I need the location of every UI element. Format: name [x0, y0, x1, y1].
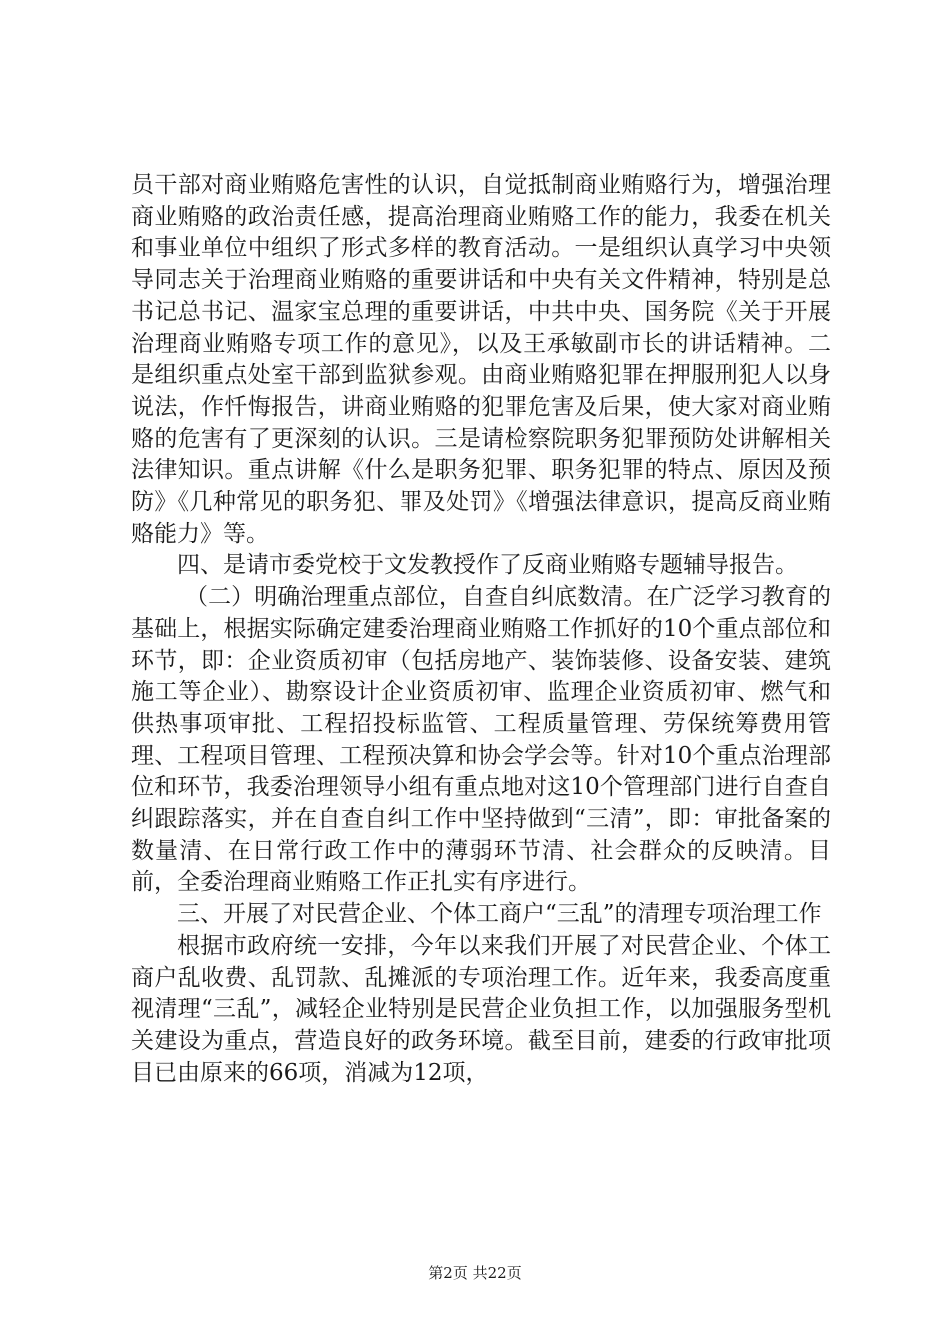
page-footer: 第2页 共22页 [428, 1264, 522, 1282]
document-body [131, 170, 831, 1089]
paragraph-education-activities: 员干部对商业贿赂危害性的认识，自觉抵制商业贿赂行为，增强治理商业贿赂的政治责任感，提高治理商业贿赂工作的能力，我委在机关和事业单位中组织了形式多样的教育活动。一是组织认真学习中央领导同志关于治理商业贿赂的重要讲话和中央有关文件精神，特别是总书记总书记、温家宝总理的重要讲话，中共中央、国务院《关于开展治理商业贿赂专项工作的意见》，以及王承敏副市长的讲话精神。二是组织重点处室干部到监狱参观。由商业贿赂犯罪在押服刑犯人以身说法，作忏悔报告，讲商业贿赂的犯罪危害及后果，使大家对商业贿赂的危害有了更深刻的认识。三是请检察院职务犯罪预防处讲解相关法律知识。重点讲解《什么是职务犯罪、职务犯罪的特点、原因及预防》《几种常见的职务犯、罪及处罚》《增强法律意识，提高反商业贿赂能力》等。 [131, 172, 831, 547]
paragraph-special-governance: 根据市政府统一安排，今年以来我们开展了对民营企业、个体工商户乱收费、乱罚款、乱摊派的专项治理工作。近年来，我委高度重视清理“三乱”，减轻企业特别是民营企业负担工作，以加强服务型机关建设为重点，营造良好的政务环境。截至目前，建委的行政审批项目已由原来的66项，消减为12项， [131, 932, 831, 1086]
paragraph-key-areas: （二）明确治理重点部位，自查自纠底数清。在广泛学习教育的基础上，根据实际确定建委治理商业贿赂工作抓好的10个重点部位和环节，即：企业资质初审（包括房地产、装饰装修、设备安装、建筑施工等企业）、勘察设计企业资质初审、监理企业资质初审、燃气和供热事项审批、工程招投标监管、工程质量管理、劳保统筹费用管理、工程项目管理、工程预决算和协会学会等。针对10个重点治理部位和环节，我委治理领导小组有重点地对这10个管理部门进行自查自纠跟踪落实，并在自查自纠工作中坚持做到“三清”，即：审批备案的数量清、在日常行政工作中的薄弱环节清、社会群众的反映清。目前，全委治理商业贿赂工作正扎实有序进行。 [131, 584, 831, 896]
paragraph-party-school-report: 四、是请市委党校于文发教授作了反商业贿赂专题辅导报告。 [177, 552, 798, 579]
section-heading-three-disorders: 三、开展了对民营企业、个体工商户“三乱”的清理专项治理工作 [177, 901, 822, 928]
